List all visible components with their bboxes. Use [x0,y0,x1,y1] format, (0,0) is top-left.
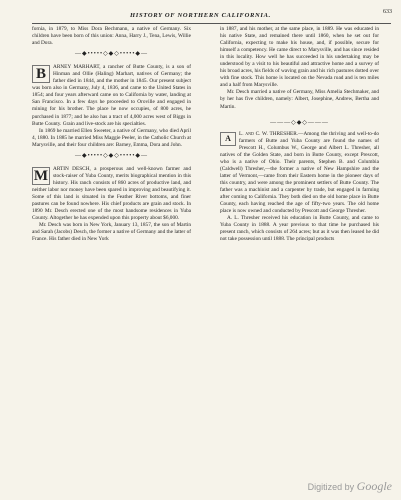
marhart-paragraph-1 [32,64,191,127]
right-column [220,26,379,243]
desch-family-paragraph: Mr. Desch married a native of Germany, Miss Amelia Stechmaker, and by her has five children, namely: Albert, Josephine, Andrew, Bertha and Martin. [220,89,379,110]
thresher-text-1: —Among the thriving and well-to-do farmers of Butte and Yuba County are found the names of Prescott H., Columbus W., George and Albert L. Thresher, all natives of the Golden State, and born in Butte County, except Prescott, who is a native of Ohio. Their parents, Stephen B. and Columbia (Caldwell) Thresher,—the former a native of New Hampshire and the latter of Vermont,—came from their Eastern home in the pioneer days of this country, and were among the prominent settlers of Butte County. The father was a machinist and a carpenter by trade, but engaged in farming after coming to California. They both died on the old home place in Butte County, each having reached the age of fifty-two years. The old home place is now owned and conducted by Prescott and George Thresher. [220,130,379,215]
digitized-watermark [308,479,392,494]
marhart-entry [32,64,191,149]
running-header: HISTORY OF NORTHERN CALIFORNIA. [129,12,272,19]
desch-name: ARTIN DESCH, [53,165,91,172]
ornament-separator: —◆•••••◇◆◇•••••◆— [74,51,149,58]
watermark-prefix: Digitized by [307,482,355,492]
thresher-entry [220,131,379,244]
marhart-name: ARNEY MARHART, [53,64,101,71]
thresher-name: L. and C. W. THRESHER. [239,130,299,137]
drop-cap-b: B [32,65,50,83]
desch-text-1: a prosperous and well-known farmer and stock-raiser of Yuba County, merits biographical mention in this history. His ranch consists of 860 acres of productive land, and neither labor nor money have been spared in improving and beautifying it. Some of this land is situated in the Feather River bottoms, and finer pastures can be found nowhere. His chief products are grain and stock. In 1890 Mr. Desch erected one of the most handsome residences in Yuba County. Altogether he has expended upon this property about $6,000. [32,165,191,222]
ornament-separator-3: ———◇◆◇——— [270,119,329,126]
thresher-paragraph-2: A. L. Thresher received his education in Butte County, and came to Yuba County in 1888. A year previous to that time he purchased his present ranch, which consists of 264 acres; but as it was then leased he did not take possession until 1888. The principal products [220,215,379,243]
desch-continuation: in 1887, and his mother, at the same place, in 1889. He was educated in his native State, and remained there until 1860, when he set out for California, expecting to make his house, and, if possible, secure for himself a competency. He came direct to Marysville, and has since resided in this locality. How well he has succeeded in his undertaking may be understood by a visit to his beautiful and attractive home and a survey of his broad acres, his fields of waving grain and his rich pastures dotted over with fine stock. This home is located on the Nevada road and is ten miles and a half from Marysville. [220,26,379,89]
drop-cap-a: A [220,132,236,146]
ornament-separator-2: —◆•••••◇◆◇•••••◆— [74,152,149,159]
header-rule [32,23,391,24]
desch-entry [32,166,191,244]
drop-cap-m: M [33,167,49,184]
thresher-paragraph-1 [220,131,379,216]
intro-paragraph: fornia, in 1879, to Miss Dora Bechmann, a native of Germany. Six children have been born of this union: Anna, Harry J., Tena, Lewis, Willie and Dora. [32,26,191,47]
page-number: 633 [383,9,392,15]
desch-paragraph-2: Mr. Desch was born in New York, January 13, 1857, the son of Martin and Sarah (Jacobs) Desch, the former a native of Germany and the latter of France. His father died in New York [32,222,191,243]
desch-paragraph-1 [32,166,191,222]
google-logo: Google [356,479,392,493]
marhart-paragraph-2: In 1869 he married Ellen Sweeter, a native of Germany, who died April 4, 1880. In 1885 he married Miss Maggie Peeler, in the Catholic Church at Marysville, and their four children are: Barney, Emma, Dora and John. [32,127,191,148]
marhart-text-1: a rancher of Butte County, is a son of Hinman and Ollie (Haling) Marhart, natives of Germany; the father died in 1844, and the mother in 1845. Our present subject was born also in Germany, July 4, 1836, and came to the United States in 1854; and four years afterward came on to California by water, landing at San Francisco. In a few days he proceeded to Oroville and engaged in mining for his brother. The place he now occupies, of 800 acres, he purchased in 1877; and he also has a tract of 4,000 acres west of Biggs in Butte County. Grain and live-stock are his specialties. [32,64,191,127]
left-column [32,26,191,243]
